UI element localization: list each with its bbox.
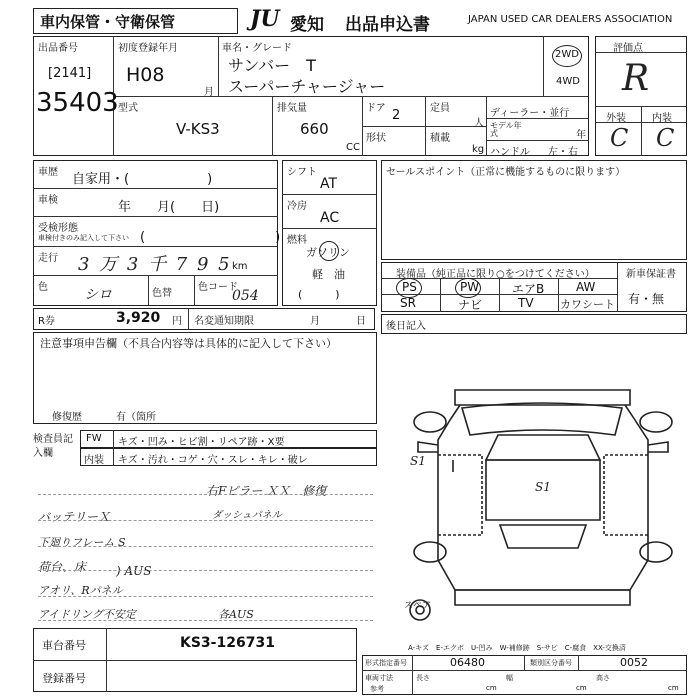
width-unit: cm [576, 684, 587, 692]
mirror-right [648, 442, 668, 452]
mileage-handwritten: 3 万 3 千 7 9 5 [78, 254, 232, 275]
equipment-ps-circle [396, 278, 422, 298]
designation-label: 形式指定番号 [365, 659, 407, 667]
load-unit: kg [472, 144, 485, 155]
designation-value: 06480 [450, 656, 485, 669]
note-line-1b: ダッシュパネル [212, 510, 282, 521]
note-line-5: アオリ、Rパネル [38, 584, 123, 597]
height-unit: cm [668, 684, 679, 692]
vehicle-name: サンバー T [228, 56, 316, 75]
sales-point-label: セールスポイント（正常に機能するものに限ります） [386, 167, 626, 178]
equipment-ps: PS [402, 280, 417, 294]
diagram-s1-left: S1 [410, 454, 426, 468]
fuel-alt: 軽 油 [312, 268, 345, 281]
brand-logo: JU [250, 6, 280, 32]
note-line-6: アイドリング不安定 [38, 608, 136, 621]
color-value: シロ [84, 287, 112, 303]
recv-label: 受検形態 [38, 223, 78, 234]
inspection-value: 年 月( 日) [118, 200, 220, 215]
wheel-rear-right [640, 542, 672, 562]
class-label: 類別区分番号 [530, 659, 572, 667]
recycle-amount: 3,920 [116, 310, 161, 326]
model-year-label: モデル年式 [490, 121, 522, 138]
grade-score: R [622, 58, 650, 99]
wheel-front-right [640, 412, 672, 432]
size-label: 車両寸法 [365, 674, 393, 682]
car-windshield [486, 435, 600, 460]
displacement-label: 排気量 [277, 103, 307, 114]
doors-value: 2 [392, 108, 401, 123]
fuel-paren: ( ) [298, 288, 340, 301]
recycle-label: R券 [38, 316, 55, 327]
exterior-grade: C [610, 124, 629, 152]
vehicle-grade: スーパーチャージャー [228, 77, 386, 96]
shape-label: 形状 [366, 133, 386, 144]
warranty-label: 新車保証書 [626, 269, 676, 280]
warranty-options: 有・無 [628, 292, 665, 306]
brand-name: 愛知 [290, 15, 324, 35]
repair-value: 有（箇所 [116, 412, 156, 423]
interior-label: 内装 [652, 113, 672, 124]
registration-label: 初度登録年月 [118, 43, 178, 54]
form-title: 出品申込書 [345, 15, 430, 35]
car-right-door [604, 455, 648, 535]
ac-value: AC [320, 210, 340, 226]
inspector-label: 検査員記入欄 [33, 434, 73, 459]
equipment-aw: AW [576, 280, 596, 294]
diagram-s1-center: S1 [535, 480, 551, 494]
vehicle-name-label: 車名・グレード [222, 43, 292, 54]
interior-grade: C [656, 124, 675, 152]
equipment-navi: ナビ [458, 298, 483, 312]
model-label: 型式 [118, 103, 138, 114]
note-line-7: 各AUS [218, 608, 254, 621]
lot-sub-number: [2141] [48, 66, 92, 81]
inspection-label: 車検 [38, 195, 58, 206]
reg-label: 登録番号 [42, 672, 86, 685]
drive-2wd: 2WD [555, 49, 579, 60]
inspector-row1-tag: FW [86, 433, 102, 444]
exterior-label: 外装 [606, 113, 626, 124]
length-label: 長さ [416, 674, 430, 682]
equipment-tv: TV [518, 296, 534, 310]
recycle-unit: 円 [172, 316, 182, 327]
car-rear-bumper [455, 590, 630, 605]
color-code-label: 色コード [198, 282, 238, 293]
lot-label: 出品番号 [38, 43, 78, 54]
inspector-row2-tag: 内装 [84, 455, 104, 466]
displacement-unit: CC [346, 142, 360, 153]
ac-label: 冷房 [287, 201, 307, 212]
after-entry-block [381, 314, 687, 334]
car-hood [462, 403, 622, 435]
fuel-value: ガソリン [306, 246, 350, 259]
equipment-pw-circle [455, 278, 481, 298]
wheel-rear-left [414, 542, 446, 562]
recv-note: 車検付きのみ記入して下さい [38, 234, 129, 242]
chassis-label: 車台番号 [42, 639, 86, 652]
registration-month-unit: 月 [204, 87, 214, 98]
grade-label: 評価点 [613, 43, 643, 54]
mirror-left [418, 442, 438, 452]
equipment-label: 装備品（純正品に限り○をつけてください） [396, 269, 595, 280]
handle-options: 左・右 [548, 147, 578, 158]
equipment-leather: カワシート [560, 298, 615, 311]
note-line-1: 右Fピラー ＸＸ 修復 [206, 484, 327, 498]
registration-year: H08 [126, 64, 165, 86]
length-unit: cm [486, 684, 497, 692]
color-label: 色 [38, 282, 48, 293]
diagram-spare-label: スペア [404, 601, 432, 611]
storage-note: 車内保管・守衛保管 [40, 13, 176, 31]
height-label: 高さ [596, 674, 610, 682]
shift-label: シフト [287, 167, 317, 178]
note-line-2: バッテリーＸ [38, 510, 111, 524]
displacement-value: 660 [300, 120, 329, 138]
usage-value: 自家用・( ) [72, 172, 213, 187]
model-value: V-KS3 [176, 120, 220, 138]
notes-label: 注意事項申告欄（不具合内容等は具体的に記入して下さい） [40, 337, 337, 350]
equipment-pw: PW [460, 280, 480, 294]
equipment-sr: SR [400, 296, 416, 310]
load-label: 積載 [430, 133, 450, 144]
capacity-label: 定員 [430, 103, 450, 114]
doors-label: ドア [366, 103, 386, 114]
note-line-3: 下廻りフレーム S [38, 536, 126, 549]
ref-label: 参考 [370, 685, 384, 693]
usage-label: 車歴 [38, 167, 58, 178]
repair-label: 修復歴 [52, 412, 82, 423]
name-change-label: 名変通知期限 [194, 316, 254, 327]
color-change-label: 色替 [152, 288, 172, 299]
dealer-label: ディーラー・並行 [490, 108, 570, 119]
width-label: 幅 [506, 674, 513, 682]
mileage-unit: km [232, 261, 248, 272]
wheel-front-left [414, 412, 446, 432]
chassis-value: KS3-126731 [180, 635, 275, 651]
note-line-4: 荷台、床 [38, 560, 87, 574]
name-change-day: 日 [356, 316, 366, 327]
diagram-legend: A-キズ E-エクボ U-凹み W-補修跡 S-サビ C-腐食 XX-交換済 [408, 644, 626, 652]
inspector-row1-items: キズ・凹み・ヒビ割・リペア跡・X要 [118, 437, 285, 448]
capacity-unit: 人 [474, 118, 484, 129]
drive-4wd: 4WD [556, 76, 580, 87]
handle-label: ハンドル [490, 147, 530, 158]
car-rear-window [500, 525, 586, 548]
note-line-4b: ) AUS [116, 564, 152, 578]
model-year-unit: 年 [576, 130, 586, 141]
inspector-row2-items: キズ・汚れ・コゲ・穴・スレ・キレ・破レ [118, 455, 308, 466]
lot-number: 35403 [36, 88, 119, 118]
color-code: 054 [232, 288, 259, 304]
recv-value: ( ) [140, 230, 281, 245]
after-label: 後日記入 [386, 321, 426, 332]
mileage-label: 走行 [38, 253, 58, 264]
car-left-door [438, 455, 482, 535]
shift-value: AT [320, 176, 338, 192]
association-name: JAPAN USED CAR DEALERS ASSOCIATION [468, 14, 673, 25]
class-value: 0052 [620, 656, 648, 669]
equipment-airbag: エアB [512, 282, 545, 296]
fuel-label: 燃料 [287, 235, 307, 246]
name-change-month: 月 [310, 316, 320, 327]
